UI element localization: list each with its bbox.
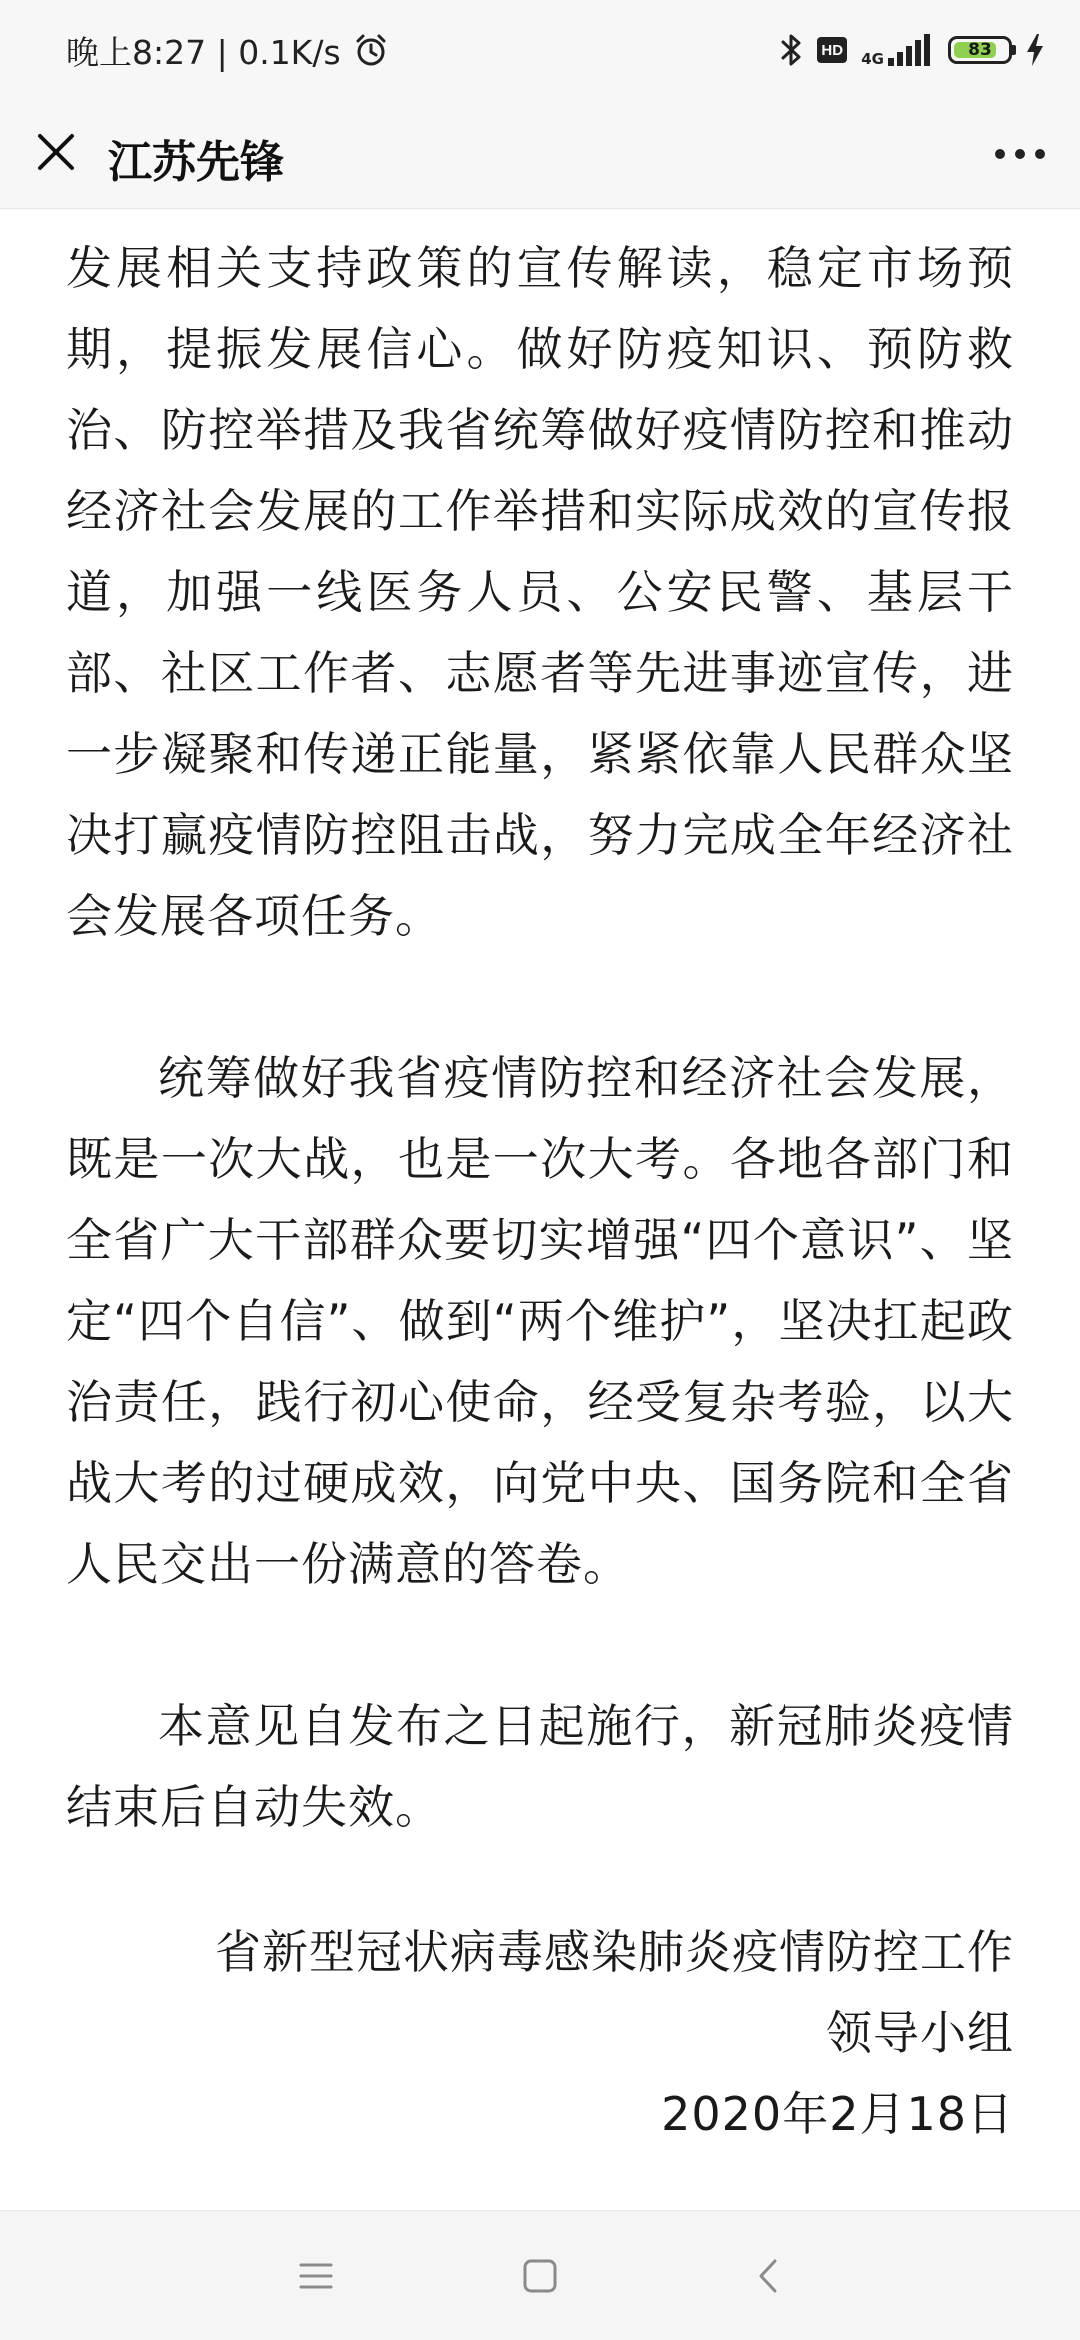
status-bar — [0, 0, 1080, 100]
battery-nub — [1012, 45, 1016, 55]
status-left — [66, 28, 389, 72]
status-right — [765, 26, 1044, 74]
battery-icon — [948, 36, 1012, 64]
title-bar — [0, 100, 1080, 209]
network-block — [861, 34, 934, 66]
signature-org-line1: 省新型冠状病毒感染肺炎疫情防控工作 — [215, 1925, 1014, 1979]
status-time-speed: 晚上8:27 | 0.1K/s — [66, 32, 341, 72]
signature-date: 2020年2月18日 — [661, 2087, 1014, 2141]
charging-icon — [1026, 34, 1044, 66]
battery-level: 83 — [968, 40, 992, 60]
nav-home-button[interactable] — [510, 2246, 570, 2306]
hd-badge: HD — [817, 37, 847, 63]
bluetooth-icon — [779, 33, 803, 67]
alarm-icon — [353, 32, 389, 68]
article-paragraph: 本意见自发布之日起施行，新冠肺炎疫情结束后自动失效。 — [66, 1699, 1014, 1834]
article-body — [66, 228, 1014, 1929]
more-button[interactable] — [988, 126, 1052, 182]
nav-menu-button[interactable] — [286, 2246, 346, 2306]
article-paragraph: 统筹做好我省疫情防控和经济社会发展，既是一次大战，也是一次大考。各地各部门和全省广大干部群众要切实增强“四个意识”、坚定“四个自信”、做到“两个维护”，坚决扛起政治责任，践行初心使命，经受复杂考验，以大战大考的过硬成效，向党中央、国务院和全省人民交出一份满意的答卷。 — [66, 1051, 1014, 1591]
signal-icon — [886, 34, 934, 66]
nav-bar — [0, 2210, 1080, 2340]
signature-org-line2: 领导小组 — [826, 2006, 1014, 2060]
home-icon — [523, 2259, 557, 2293]
back-icon — [757, 2258, 779, 2294]
nav-back-button[interactable] — [738, 2246, 798, 2306]
page-title: 江苏先锋 — [108, 137, 284, 188]
article-signature — [66, 1912, 1014, 2155]
close-icon — [36, 132, 76, 172]
network-type: 4G — [861, 50, 884, 68]
close-button[interactable] — [24, 120, 88, 184]
more-icon — [994, 148, 1046, 160]
menu-icon — [299, 2262, 333, 2290]
article-paragraph: 发展相关支持政策的宣传解读，稳定市场预期，提振发展信心。做好防疫知识、预防救治、防控举措及我省统筹做好疫情防控和推动经济社会发展的工作举措和实际成效的宣传报道，加强一线医务人员、公安民警、基层干部、社区工作者、志愿者等先进事迹宣传，进一步凝聚和传递正能量，紧紧依靠人民群众坚决打赢疫情防控阻击战，努力完成全年经济社会发展各项任务。 — [66, 241, 1014, 943]
